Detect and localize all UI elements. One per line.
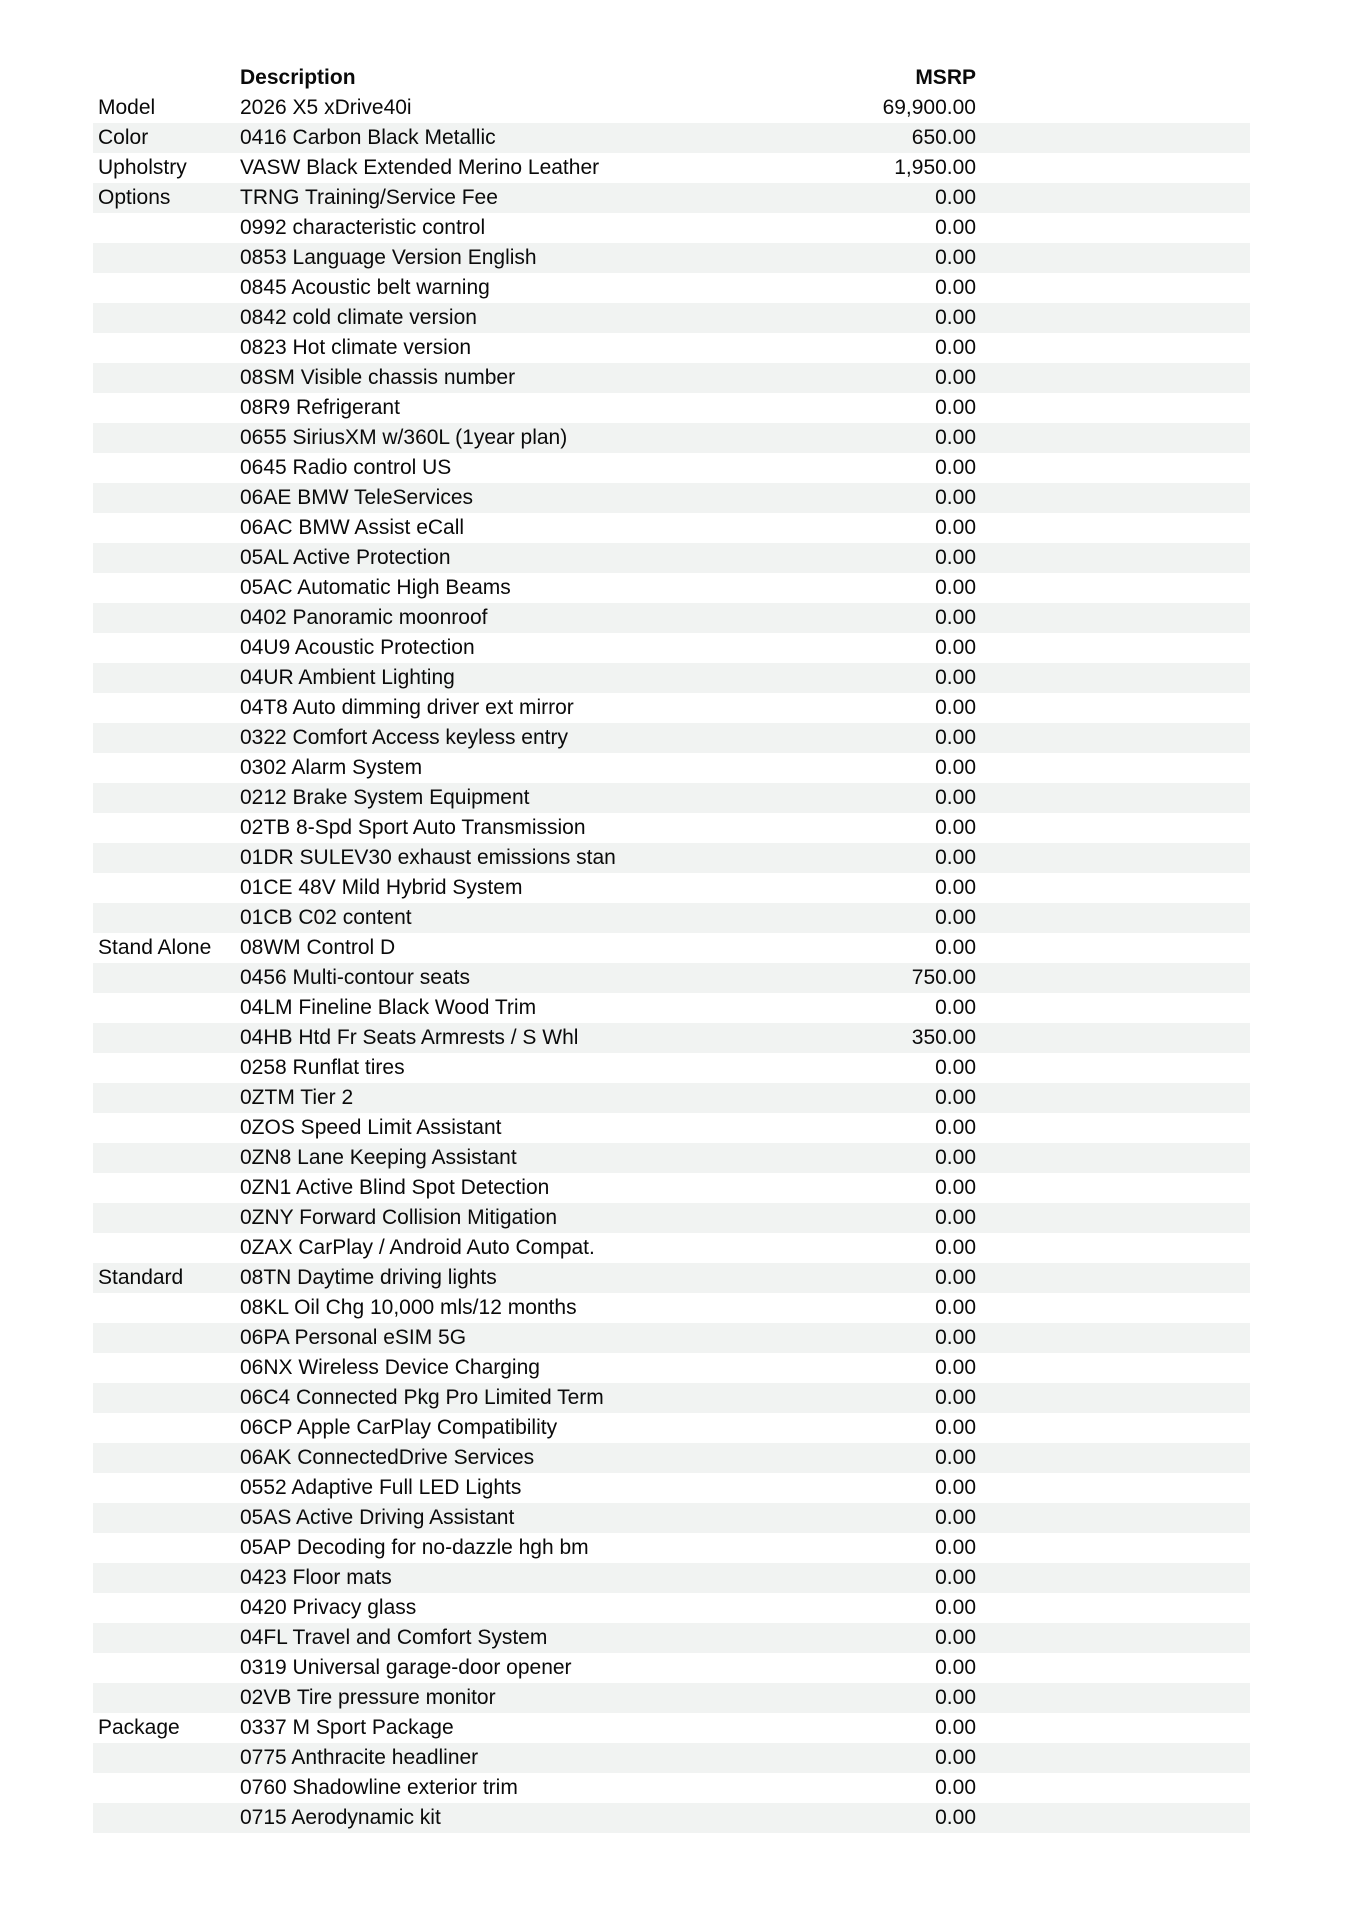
table-header-row (93, 63, 1250, 93)
row-category: Package (98, 1716, 180, 1739)
row-description: 0760 Shadowline exterior trim (240, 1776, 518, 1799)
row-description: 0212 Brake System Equipment (240, 786, 530, 809)
row-description: 08SM Visible chassis number (240, 366, 516, 389)
row-description: 0258 Runflat tires (240, 1056, 405, 1079)
row-spacer (976, 333, 1250, 363)
row-spacer (976, 753, 1250, 783)
table-row (93, 903, 1250, 933)
row-description: 0775 Anthracite headliner (240, 1746, 479, 1769)
row-spacer (976, 1353, 1250, 1383)
row-msrp: 0.00 (935, 906, 976, 929)
row-msrp: 650.00 (911, 126, 976, 149)
table-row (93, 153, 1250, 183)
row-category (93, 243, 240, 273)
row-description: 05AP Decoding for no-dazzle hgh bm (240, 1536, 589, 1559)
row-description: 04U9 Acoustic Protection (240, 636, 475, 659)
row-category (93, 1563, 240, 1593)
row-description: 0ZN1 Active Blind Spot Detection (240, 1176, 550, 1199)
row-spacer (976, 483, 1250, 513)
pricing-table (93, 63, 1250, 1833)
table-row (93, 333, 1250, 363)
row-category (93, 1623, 240, 1653)
row-category (93, 873, 240, 903)
table-row (93, 213, 1250, 243)
row-spacer (976, 1623, 1250, 1653)
row-description: 04HB Htd Fr Seats Armrests / S Whl (240, 1026, 579, 1049)
row-msrp: 0.00 (935, 636, 976, 659)
header-spacer (976, 63, 1250, 93)
table-row (93, 1623, 1250, 1653)
row-description: 0ZOS Speed Limit Assistant (240, 1116, 502, 1139)
row-msrp: 0.00 (935, 1596, 976, 1619)
row-category (93, 543, 240, 573)
row-spacer (976, 1113, 1250, 1143)
row-category (93, 1293, 240, 1323)
table-row (93, 363, 1250, 393)
row-description: 02VB Tire pressure monitor (240, 1686, 496, 1709)
row-description: 0456 Multi-contour seats (240, 966, 470, 989)
row-msrp: 0.00 (935, 216, 976, 239)
row-category (93, 693, 240, 723)
row-category (93, 1533, 240, 1563)
row-category (93, 573, 240, 603)
table-row (93, 663, 1250, 693)
row-description: 0337 M Sport Package (240, 1716, 454, 1739)
row-category (93, 1143, 240, 1173)
row-description: 06C4 Connected Pkg Pro Limited Term (240, 1386, 604, 1409)
row-msrp: 0.00 (935, 936, 976, 959)
row-msrp: 0.00 (935, 846, 976, 869)
row-spacer (976, 933, 1250, 963)
row-spacer (976, 1563, 1250, 1593)
table-row (93, 1113, 1250, 1143)
row-msrp: 0.00 (935, 1116, 976, 1139)
row-description: 05AL Active Protection (240, 546, 451, 569)
row-description: 0992 characteristic control (240, 216, 486, 239)
table-row (93, 1593, 1250, 1623)
table-row (93, 423, 1250, 453)
row-msrp: 0.00 (935, 426, 976, 449)
header-msrp: MSRP (915, 66, 976, 89)
row-msrp: 0.00 (935, 1536, 976, 1559)
row-category (93, 843, 240, 873)
row-category (93, 663, 240, 693)
row-spacer (976, 393, 1250, 423)
row-description: VASW Black Extended Merino Leather (240, 156, 600, 179)
table-row (93, 543, 1250, 573)
row-spacer (976, 1323, 1250, 1353)
row-spacer (976, 1473, 1250, 1503)
row-spacer (976, 1683, 1250, 1713)
row-msrp: 0.00 (935, 1686, 976, 1709)
row-msrp: 0.00 (935, 816, 976, 839)
row-spacer (976, 1383, 1250, 1413)
row-category (93, 903, 240, 933)
row-msrp: 0.00 (935, 756, 976, 779)
row-description: 0655 SiriusXM w/360L (1year plan) (240, 426, 568, 449)
table-row (93, 1773, 1250, 1803)
table-row (93, 573, 1250, 603)
row-spacer (976, 1593, 1250, 1623)
table-row (93, 1473, 1250, 1503)
row-category (93, 1053, 240, 1083)
row-msrp: 0.00 (935, 1356, 976, 1379)
row-description: 08R9 Refrigerant (240, 396, 400, 419)
row-description: 04T8 Auto dimming driver ext mirror (240, 696, 574, 719)
row-description: 0645 Radio control US (240, 456, 452, 479)
table-row (93, 1323, 1250, 1353)
table-row (93, 1413, 1250, 1443)
row-spacer (976, 543, 1250, 573)
row-description: 01CB C02 content (240, 906, 412, 929)
row-description: 0302 Alarm System (240, 756, 423, 779)
table-row (93, 843, 1250, 873)
row-category: Color (98, 126, 149, 149)
row-msrp: 0.00 (935, 696, 976, 719)
row-msrp: 0.00 (935, 1206, 976, 1229)
row-description: 0845 Acoustic belt warning (240, 276, 490, 299)
row-description: 08WM Control D (240, 936, 396, 959)
table-row (93, 1443, 1250, 1473)
row-msrp: 69,900.00 (882, 96, 976, 119)
row-msrp: 0.00 (935, 1416, 976, 1439)
table-row (93, 1203, 1250, 1233)
row-category (93, 303, 240, 333)
row-description: 04LM Fineline Black Wood Trim (240, 996, 537, 1019)
row-description: 0ZNY Forward Collision Mitigation (240, 1206, 558, 1229)
row-msrp: 0.00 (935, 1086, 976, 1109)
row-spacer (976, 93, 1250, 123)
row-msrp: 0.00 (935, 1656, 976, 1679)
row-description: 01DR SULEV30 exhaust emissions stan (240, 846, 616, 869)
row-msrp: 0.00 (935, 786, 976, 809)
row-spacer (976, 423, 1250, 453)
row-spacer (976, 693, 1250, 723)
row-spacer (976, 1203, 1250, 1233)
row-description: 0ZAX CarPlay / Android Auto Compat. (240, 1236, 595, 1259)
row-spacer (976, 993, 1250, 1023)
table-row (93, 273, 1250, 303)
row-category (93, 1653, 240, 1683)
row-spacer (976, 453, 1250, 483)
row-spacer (976, 303, 1250, 333)
row-category (93, 393, 240, 423)
row-category (93, 423, 240, 453)
row-spacer (976, 1713, 1250, 1743)
table-row (93, 1803, 1250, 1833)
row-spacer (976, 1803, 1250, 1833)
row-msrp: 0.00 (935, 1266, 976, 1289)
row-spacer (976, 903, 1250, 933)
row-msrp: 0.00 (935, 1506, 976, 1529)
row-msrp: 0.00 (935, 1746, 976, 1769)
header-category (93, 63, 240, 93)
row-category: Model (98, 96, 156, 119)
row-spacer (976, 1503, 1250, 1533)
row-description: 06AE BMW TeleServices (240, 486, 474, 509)
row-description: 08KL Oil Chg 10,000 mls/12 months (240, 1296, 577, 1319)
table-row (93, 693, 1250, 723)
row-msrp: 0.00 (935, 996, 976, 1019)
row-spacer (976, 723, 1250, 753)
row-description: 0420 Privacy glass (240, 1596, 417, 1619)
table-row (93, 453, 1250, 483)
row-msrp: 0.00 (935, 516, 976, 539)
table-row (93, 873, 1250, 903)
row-msrp: 0.00 (935, 336, 976, 359)
row-spacer (976, 363, 1250, 393)
row-msrp: 0.00 (935, 576, 976, 599)
row-category (93, 1113, 240, 1143)
row-category (93, 453, 240, 483)
row-msrp: 0.00 (935, 546, 976, 569)
table-row (93, 243, 1250, 273)
table-row (93, 1713, 1250, 1743)
table-row (93, 93, 1250, 123)
table-row (93, 753, 1250, 783)
row-description: 06NX Wireless Device Charging (240, 1356, 540, 1379)
row-msrp: 0.00 (935, 1626, 976, 1649)
row-description: 0853 Language Version English (240, 246, 537, 269)
table-row (93, 993, 1250, 1023)
table-row (93, 963, 1250, 993)
row-spacer (976, 123, 1250, 153)
row-msrp: 350.00 (911, 1026, 976, 1049)
row-spacer (976, 1293, 1250, 1323)
table-row (93, 1173, 1250, 1203)
row-spacer (976, 1023, 1250, 1053)
table-row (93, 123, 1250, 153)
row-msrp: 1,950.00 (894, 156, 976, 179)
row-category (93, 1443, 240, 1473)
table-row (93, 1053, 1250, 1083)
row-description: 0416 Carbon Black Metallic (240, 126, 496, 149)
row-description: 0ZN8 Lane Keeping Assistant (240, 1146, 517, 1169)
table-row (93, 633, 1250, 663)
table-row (93, 1563, 1250, 1593)
row-description: 06PA Personal eSIM 5G (240, 1326, 467, 1349)
row-description: 0ZTM Tier 2 (240, 1086, 354, 1109)
row-spacer (976, 783, 1250, 813)
table-body (93, 93, 1250, 1833)
table-row (93, 1533, 1250, 1563)
row-spacer (976, 573, 1250, 603)
table-row (93, 1023, 1250, 1053)
row-description: TRNG Training/Service Fee (240, 186, 498, 209)
row-spacer (976, 153, 1250, 183)
row-description: 01CE 48V Mild Hybrid System (240, 876, 523, 899)
row-spacer (976, 213, 1250, 243)
table-row (93, 1503, 1250, 1533)
table-row (93, 783, 1250, 813)
row-spacer (976, 1773, 1250, 1803)
row-description: 2026 X5 xDrive40i (240, 96, 412, 119)
row-spacer (976, 603, 1250, 633)
row-spacer (976, 513, 1250, 543)
row-description: 06AC BMW Assist eCall (240, 516, 465, 539)
row-category (93, 1503, 240, 1533)
row-category: Standard (98, 1266, 184, 1289)
row-category (93, 1353, 240, 1383)
row-msrp: 0.00 (935, 246, 976, 269)
row-category (93, 1083, 240, 1113)
row-spacer (976, 1053, 1250, 1083)
row-category (93, 1803, 240, 1833)
row-spacer (976, 1743, 1250, 1773)
row-msrp: 0.00 (935, 1236, 976, 1259)
table-row (93, 1743, 1250, 1773)
row-spacer (976, 1653, 1250, 1683)
row-msrp: 0.00 (935, 1716, 976, 1739)
table-row (93, 303, 1250, 333)
row-msrp: 0.00 (935, 306, 976, 329)
table-row (93, 513, 1250, 543)
row-msrp: 0.00 (935, 666, 976, 689)
table-row (93, 933, 1250, 963)
table-row (93, 483, 1250, 513)
row-spacer (976, 843, 1250, 873)
row-spacer (976, 1233, 1250, 1263)
row-category (93, 1773, 240, 1803)
header-description: Description (240, 66, 356, 89)
row-spacer (976, 1263, 1250, 1293)
row-msrp: 0.00 (935, 1326, 976, 1349)
row-category (93, 513, 240, 543)
row-spacer (976, 1083, 1250, 1113)
row-spacer (976, 183, 1250, 213)
table-row (93, 1353, 1250, 1383)
row-msrp: 0.00 (935, 486, 976, 509)
row-category (93, 783, 240, 813)
row-category (93, 753, 240, 783)
row-description: 0402 Panoramic moonroof (240, 606, 488, 629)
row-category (93, 1683, 240, 1713)
row-msrp: 0.00 (935, 456, 976, 479)
row-spacer (976, 633, 1250, 663)
row-category (93, 993, 240, 1023)
row-msrp: 0.00 (935, 1056, 976, 1079)
row-category (93, 1473, 240, 1503)
table-row (93, 1263, 1250, 1293)
row-spacer (976, 873, 1250, 903)
table-row (93, 393, 1250, 423)
row-description: 04FL Travel and Comfort System (240, 1626, 548, 1649)
row-category (93, 1593, 240, 1623)
row-spacer (976, 1413, 1250, 1443)
row-description: 04UR Ambient Lighting (240, 666, 455, 689)
table-row (93, 1143, 1250, 1173)
row-msrp: 0.00 (935, 1806, 976, 1829)
table-row (93, 1383, 1250, 1413)
row-msrp: 0.00 (935, 396, 976, 419)
row-msrp: 0.00 (935, 1176, 976, 1199)
table-row (93, 1683, 1250, 1713)
row-description: 0319 Universal garage-door opener (240, 1656, 572, 1679)
row-category (93, 1173, 240, 1203)
row-category (93, 1743, 240, 1773)
row-spacer (976, 1533, 1250, 1563)
row-spacer (976, 663, 1250, 693)
row-msrp: 0.00 (935, 276, 976, 299)
table-row (93, 1653, 1250, 1683)
row-spacer (976, 273, 1250, 303)
row-category (93, 963, 240, 993)
row-msrp: 0.00 (935, 726, 976, 749)
row-description: 06CP Apple CarPlay Compatibility (240, 1416, 558, 1439)
row-description: 02TB 8-Spd Sport Auto Transmission (240, 816, 586, 839)
row-spacer (976, 963, 1250, 993)
row-msrp: 0.00 (935, 606, 976, 629)
row-category: Stand Alone (98, 936, 212, 959)
row-msrp: 0.00 (935, 1146, 976, 1169)
row-category (93, 1233, 240, 1263)
table-row (93, 813, 1250, 843)
row-description: 0842 cold climate version (240, 306, 477, 329)
row-description: 08TN Daytime driving lights (240, 1266, 497, 1289)
row-spacer (976, 1173, 1250, 1203)
table-row (93, 1083, 1250, 1113)
row-category: Upholstry (98, 156, 187, 179)
row-msrp: 0.00 (935, 186, 976, 209)
row-category (93, 723, 240, 753)
row-msrp: 0.00 (935, 1446, 976, 1469)
row-category (93, 333, 240, 363)
table-row (93, 603, 1250, 633)
row-category (93, 1023, 240, 1053)
table-row (93, 1233, 1250, 1263)
row-msrp: 0.00 (935, 1476, 976, 1499)
table-row (93, 183, 1250, 213)
row-category (93, 483, 240, 513)
row-category (93, 1323, 240, 1353)
row-msrp: 0.00 (935, 876, 976, 899)
row-category (93, 1383, 240, 1413)
row-msrp: 0.00 (935, 1296, 976, 1319)
row-spacer (976, 813, 1250, 843)
row-msrp: 0.00 (935, 1386, 976, 1409)
row-msrp: 0.00 (935, 1776, 976, 1799)
row-description: 0715 Aerodynamic kit (240, 1806, 441, 1829)
row-description: 05AS Active Driving Assistant (240, 1506, 515, 1529)
row-description: 05AC Automatic High Beams (240, 576, 511, 599)
row-category (93, 1203, 240, 1233)
row-description: 0823 Hot climate version (240, 336, 472, 359)
row-category (93, 273, 240, 303)
row-description: 06AK ConnectedDrive Services (240, 1446, 535, 1469)
row-category: Options (98, 186, 171, 209)
row-category (93, 813, 240, 843)
row-spacer (976, 1143, 1250, 1173)
row-msrp: 750.00 (911, 966, 976, 989)
row-msrp: 0.00 (935, 1566, 976, 1589)
row-category (93, 633, 240, 663)
row-description: 0423 Floor mats (240, 1566, 392, 1589)
row-msrp: 0.00 (935, 366, 976, 389)
row-spacer (976, 1443, 1250, 1473)
row-description: 0322 Comfort Access keyless entry (240, 726, 568, 749)
row-category (93, 213, 240, 243)
row-category (93, 1413, 240, 1443)
table-row (93, 1293, 1250, 1323)
row-category (93, 363, 240, 393)
row-description: 0552 Adaptive Full LED Lights (240, 1476, 522, 1499)
row-spacer (976, 243, 1250, 273)
table-row (93, 723, 1250, 753)
row-category (93, 603, 240, 633)
